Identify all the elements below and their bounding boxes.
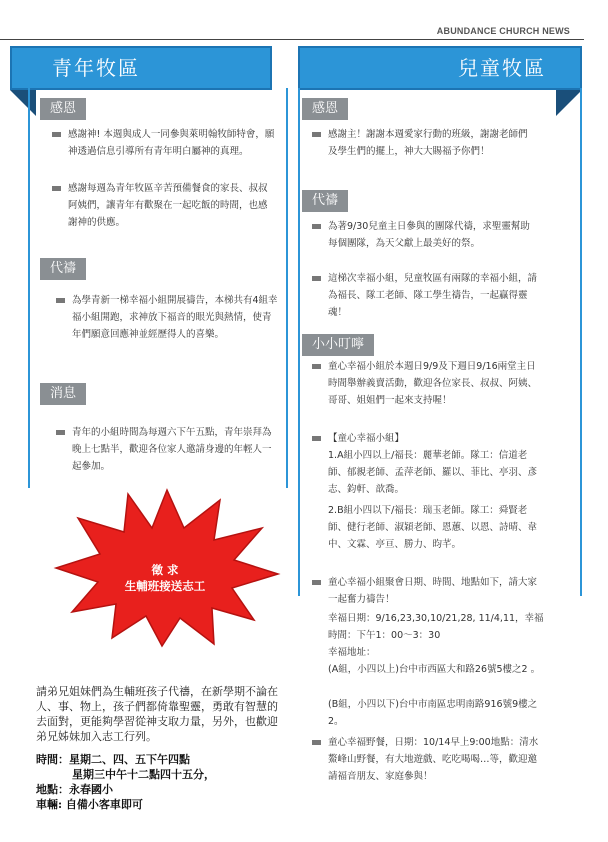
list-item: 童心幸福野餐，日期：10/14早上9:00地點：清水鰲峰山野餐，有大地遊戲、吃吃喝喝…等，歡迎邀請福音朋友、家庭參與！ [312,734,542,785]
address-a: (A組，小四以上)台中市西區大和路26號5樓之2 。 [328,664,541,675]
youth-title: 青年牧區 [52,56,140,80]
children-title: 兒童牧區 [458,56,546,80]
bullet-icon [312,224,321,229]
address-label: 幸福地址： [328,647,376,658]
bullet-icon [312,740,321,745]
youth-thanks-heading: 感恩 [40,98,86,120]
list-item: 感謝每週為青年牧區辛苦預備餐食的家長、叔叔阿姨們，讓青年有歡聚在一起吃飯的時間，也感謝神的供應。 [52,180,276,231]
youth-column [10,46,290,90]
bullet-icon [52,132,61,137]
children-column [298,46,582,90]
children-thanks-heading: 感恩 [302,98,348,120]
masthead: ABUNDANCE CHURCH NEWS [436,26,570,36]
list-item: 童心幸福小組聚會日期、時間、地點如下，請大家一起奮力禱告！ [312,574,542,608]
youth-banner [10,46,272,90]
schedule-vehicle: 車輛: 自備小客車即可 [36,798,143,811]
schedule-time-2: 星期三中午十二點四十五分， [72,768,215,781]
bullet-icon [312,436,321,441]
group-b-team: 2.B組小四以下/福長：瑞玉老師。隊工：舜賢老師、健行老師、淑穎老師、恩蕙、以恩、詩晴、韋中、文霖、亭亘、勝力、昀芊。 [328,505,538,550]
address-b: (B組，小四以下)台中市南區忠明南路916號9樓之2。 [328,699,538,727]
fellowship-dates: 幸福日期：9/16,23,30,10/21,28, 11/4,11，幸福時間：下午1：00～3：30 [328,613,544,641]
bullet-icon [312,132,321,137]
children-frame-left [298,88,300,596]
youth-news-heading: 消息 [40,383,86,405]
banner-fold [556,90,582,116]
schedule-place: 地點：永春國小 [36,783,113,796]
list-item: 童心幸福小組於本週日9/9及下週日9/16兩堂主日時間舉辦義賣活動，歡迎各位家長、叔叔、阿姨、哥哥、姐姐們一起來支持喔！ [312,358,542,409]
children-prayer-heading: 代禱 [302,190,348,212]
list-item: 【童心幸福小組】 [312,430,542,447]
bullet-icon [312,580,321,585]
youth-prayer-heading: 代禱 [40,258,86,280]
recruit-paragraph: 請弟兄姐妹們為生輔班孩子代禱，在新學期不論在人、事、物上，孩子們都倚靠聖靈，勇敢有智慧的去面對，更能夠學習從神支取力量，另外，也歡迎弟兄姊妹加入志工行列。 [36,685,278,743]
bullet-icon [312,364,321,369]
bullet-icon [52,186,61,191]
list-item: 感謝神! 本週與成人一同參與萊明翰牧師特會，願神透過信息引導所有青年明白屬神的真理。 [52,126,276,160]
bullet-icon [56,298,65,303]
starburst-label: 徵 求 生輔班接送志工 [124,563,206,593]
list-item: 為學青新一梯幸福小組開展禱告，本梯共有4組幸福小組開跑，求神放下福音的眼光與熱情，使青年們願意回應神並經歷得人的喜樂。 [56,292,278,343]
list-item: 感謝主！謝謝本週愛家行動的班級，謝謝老師們及學生們的擺上，神大大賜福予你們！ [312,126,534,160]
bullet-icon [312,276,321,281]
bullet-icon [56,430,65,435]
children-frame-right [580,88,582,596]
list-item: 為著9/30兒童主日參與的團隊代禱，求聖靈幫助每個團隊，為天父獻上最美好的祭。 [312,218,538,252]
list-item: 這梯次幸福小組，兒童牧區有兩隊的幸福小組，請為福長、隊工老師、隊工學生禱告，一起贏得靈魂！ [312,270,538,321]
schedule-time-1: 時間：星期二、四、五下午四點 [36,753,190,766]
list-item: 青年的小組時間為每週六下午五點，青年崇拜為晚上七點半，歡迎各位家人邀請身邊的年輕人一起參加。 [56,424,278,475]
header-rule [0,39,584,40]
children-banner [298,46,582,90]
children-reminder-heading: 小小叮嚀 [302,334,374,356]
group-a-team: 1.A組小四以上/福長：麗華老師。隊工：信道老師、郁親老師、孟萍老師、羅以、菲比、亭羽、彥志、鈞軒、歆喬。 [328,450,538,495]
volunteer-schedule [36,752,296,812]
